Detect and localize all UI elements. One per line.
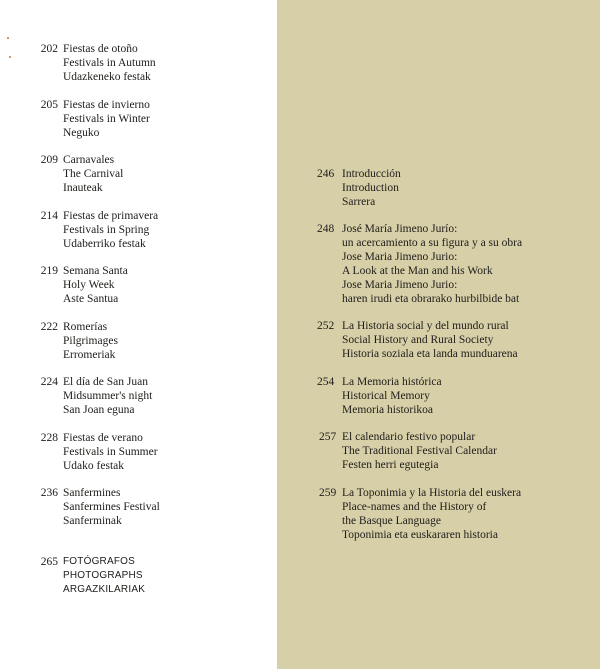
title-en: Festivals in Spring	[63, 224, 150, 236]
title-es: La Memoria histórica	[342, 376, 442, 388]
title-eu: Inauteak	[63, 182, 103, 194]
decorative-dot	[9, 56, 11, 58]
title-es: Romerías	[63, 321, 108, 333]
page-number: 248	[317, 223, 335, 235]
title-es: La Toponimia y la Historia del euskera	[342, 487, 522, 499]
title-en: Festivals in Autumn	[63, 57, 156, 69]
page-number: 252	[317, 320, 335, 332]
title-es: Fiestas de primavera	[63, 210, 159, 222]
title-eu: Aste Santua	[63, 293, 119, 305]
title-eu: Sanferminak	[63, 515, 122, 527]
decorative-dot	[7, 37, 9, 39]
page-number: 209	[40, 154, 58, 166]
title-en: Introduction	[342, 182, 399, 194]
page-number: 254	[317, 376, 335, 388]
title-eu: Neguko	[63, 127, 100, 139]
title-es: Carnavales	[63, 154, 115, 166]
page-number: 259	[319, 487, 337, 499]
title-es: José María Jimeno Jurío:	[342, 223, 458, 235]
title-en: Historical Memory	[342, 390, 430, 402]
page-number: 236	[40, 487, 58, 499]
title-en: Festivals in Summer	[63, 446, 158, 458]
title-en: Pilgrimages	[63, 335, 118, 347]
title-en: The Carnival	[63, 168, 124, 180]
page-number: 224	[40, 376, 58, 388]
title-eu: Toponimia eta euskararen historia	[342, 529, 498, 541]
title-en: Place-names and the History of	[342, 501, 487, 513]
page-number: 202	[40, 43, 58, 55]
title-eu: Sarrera	[342, 196, 376, 208]
page-number: 246	[317, 168, 335, 180]
title-es: Introducción	[342, 168, 401, 180]
left-page	[0, 0, 277, 669]
title-es: El calendario festivo popular	[342, 431, 476, 443]
page-number: 265	[40, 556, 58, 568]
title-es: Semana Santa	[63, 265, 128, 277]
title-es: Fiestas de verano	[63, 432, 143, 444]
title-eu: Udaberriko festak	[63, 238, 146, 250]
title-es: La Historia social y del mundo rural	[342, 320, 509, 332]
page-number: 222	[40, 321, 58, 333]
title-en: Sanfermines Festival	[63, 501, 160, 513]
title-eu: Udazkeneko festak	[63, 71, 151, 83]
title-en: Holy Week	[63, 279, 115, 291]
title-es: Fiestas de invierno	[63, 99, 150, 111]
title-eu: San Joan eguna	[63, 404, 135, 416]
photos-eu: ARGAZKILARIAK	[63, 584, 146, 595]
title-eu: Festen herri egutegia	[342, 459, 439, 471]
title-en: The Traditional Festival Calendar	[342, 445, 497, 457]
title-en: Midsummer's night	[63, 390, 153, 402]
photos-es: FOTÓGRAFOS	[63, 556, 135, 567]
title-eu: Memoria historikoa	[342, 404, 434, 416]
subtitle-es: un acercamiento a su figura y a su obra	[342, 237, 523, 249]
title-en: Social History and Rural Society	[342, 334, 494, 346]
page-number: 219	[40, 265, 58, 277]
title-es: El día de San Juan	[63, 376, 148, 388]
page-number: 214	[40, 210, 58, 222]
title-en: Festivals in Winter	[63, 113, 150, 125]
page-number: 228	[40, 432, 58, 444]
page-number: 205	[40, 99, 58, 111]
title-eu: Udako festak	[63, 460, 124, 472]
title-en: Jose Maria Jimeno Jurio:	[342, 251, 458, 263]
title-en-cont: the Basque Language	[342, 515, 441, 527]
subtitle-eu: haren irudi eta obrarako hurbilbide bat	[342, 293, 520, 305]
title-eu: Jose Maria Jimeno Jurio:	[342, 279, 458, 291]
title-es: Fiestas de otoño	[63, 43, 138, 55]
title-es: Sanfermines	[63, 487, 121, 499]
page-number: 257	[319, 431, 337, 443]
title-eu: Erromeriak	[63, 349, 116, 361]
subtitle-en: A Look at the Man and his Work	[342, 265, 493, 277]
photos-en: PHOTOGRAPHS	[63, 570, 143, 581]
title-eu: Historia soziala eta landa munduarena	[342, 348, 518, 360]
